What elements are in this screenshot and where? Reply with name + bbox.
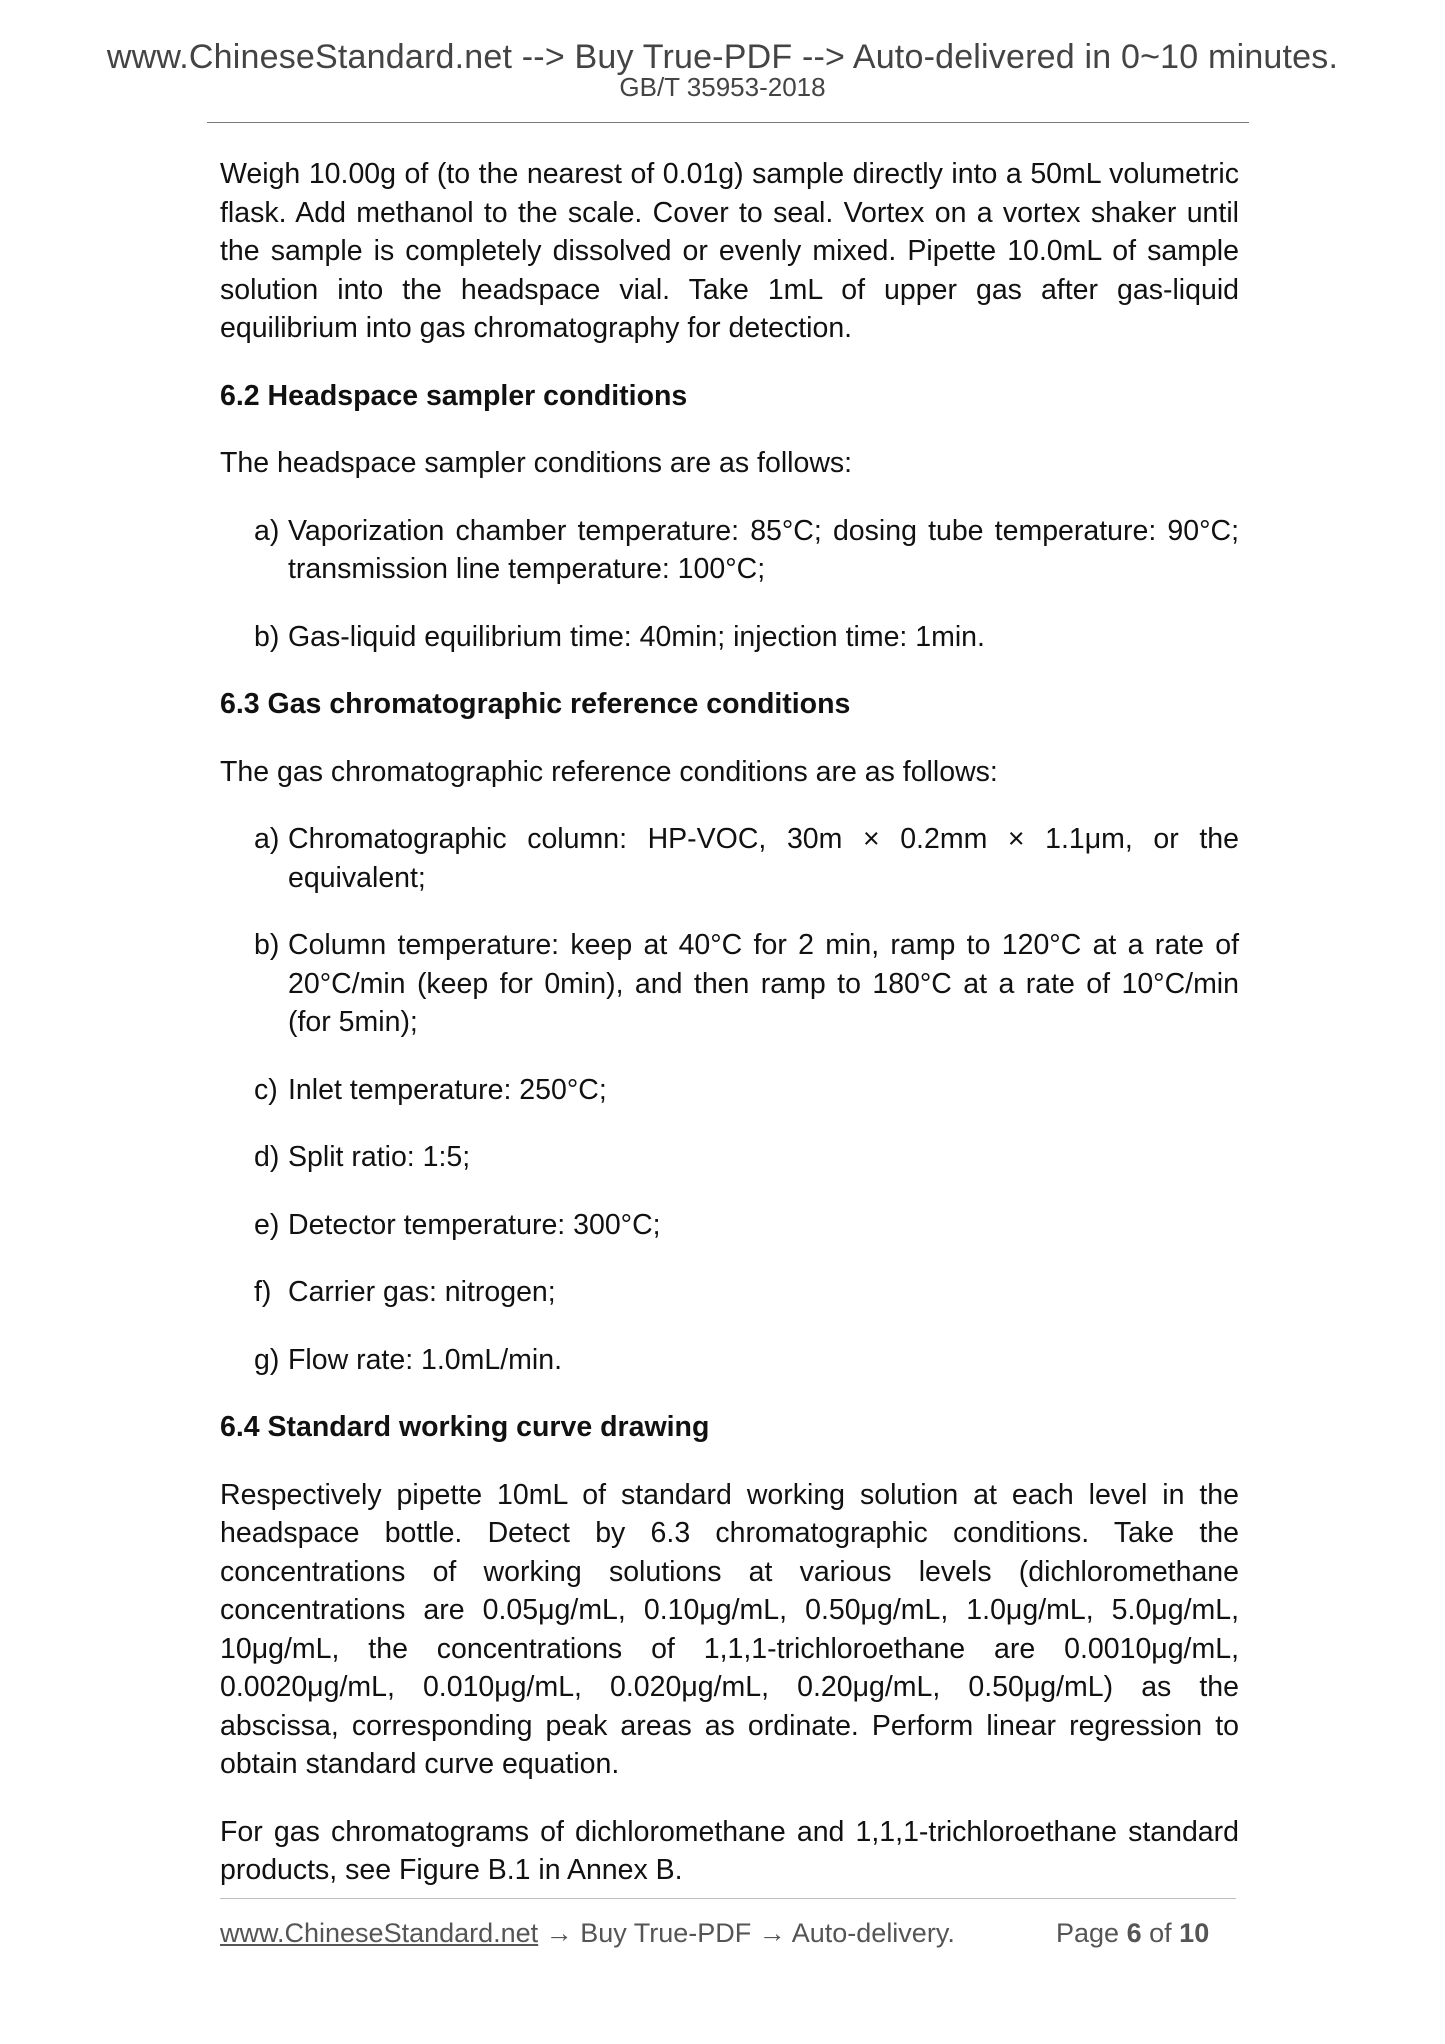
section-heading-6-3: 6.3 Gas chromatographic reference conditions (220, 688, 851, 720)
page-total: 10 (1179, 1918, 1210, 1948)
footer-site-link[interactable]: www.ChineseStandard.net (220, 1918, 539, 1948)
list-item (220, 820, 1239, 897)
list-item-text: Detector temperature: 300°C; (288, 1208, 661, 1241)
footer-promo-text: → Buy True-PDF → Auto-delivery. (538, 1918, 955, 1948)
list-marker: e) (254, 1208, 280, 1241)
list-marker: c) (254, 1073, 278, 1106)
page-number: 6 (1126, 1918, 1142, 1948)
page-label: Page (1056, 1918, 1120, 1948)
list-item-text: Chromatographic column: HP-VOC, 30m × 0.2mm × 1.1μm, or the equivalent; (288, 823, 1239, 894)
list-item (220, 1071, 1239, 1110)
list-marker: b) (254, 929, 280, 961)
list-marker: a) (254, 514, 280, 547)
list-marker: a) (254, 823, 280, 855)
list-item (220, 1273, 1239, 1312)
list-item (220, 1206, 1239, 1245)
list-item (220, 1138, 1239, 1177)
list-marker: g) (254, 1343, 280, 1376)
section-6-2-list (220, 512, 1239, 657)
page-of-label: of (1149, 1918, 1172, 1948)
annex-reference-paragraph: For gas chromatograms of dichloromethane and 1,1,1-trichloroethane standard products, see Figure B.1 in Annex B. (220, 1815, 1239, 1886)
list-marker: d) (254, 1141, 280, 1173)
list-item-text: Split ratio: 1:5; (288, 1141, 471, 1173)
list-item (220, 618, 1239, 657)
footer-promo (220, 1918, 955, 1949)
page-indicator (1056, 1918, 1209, 1949)
section-heading-6-2: 6.2 Headspace sampler conditions (220, 379, 688, 412)
section-6-3-list (220, 820, 1239, 1379)
top-banner: www.ChineseStandard.net --> Buy True-PDF --> Auto-delivered in 0~10 minutes. (106, 38, 1339, 76)
header-divider (207, 122, 1249, 123)
list-item-text: Vaporization chamber temperature: 85°C; dosing tube temperature: 90°C; transmission line temperature: 100°C; (288, 514, 1239, 585)
footer-divider (220, 1898, 1236, 1899)
document-body (220, 155, 1239, 1919)
section-6-4-paragraph: Respectively pipette 10mL of standard working solution at each level in the headspace bottle. Detect by 6.3 chromatographic conditions. Take the concentrations of working solutions at various levels (dichloromethane concentrations are 0.05μg/mL, 0.10μg/mL, 0.50μg/mL, 1.0μg/mL, 5.0μg/mL, 10μg/mL, the concentrations of 1,1,1-trichloroethane are 0.0010μg/mL, 0.0020μg/mL, 0.010μg/mL, 0.020μg/mL, 0.20μg/mL, 0.50μg/mL) as the abscissa, corresponding peak areas as ordinate. Perform linear regression to obtain standard curve equation. (220, 1478, 1239, 1780)
intro-paragraph: Weigh 10.00g of (to the nearest of 0.01g) sample directly into a 50mL volumetric flask. Add methanol to the scale. Cover to seal. Vortex on a vortex shaker until the sample is completely dissolved or evenly mixed. Pipette 10.0mL of sample solution into the headspace vial. Take 1mL of upper gas after gas-liquid equilibrium into gas chromatography for detection. (220, 158, 1239, 344)
section-heading-6-4: 6.4 Standard working curve drawing (220, 1411, 710, 1443)
list-item-text: Column temperature: keep at 40°C for 2 min, ramp to 120°C at a rate of 20°C/min (keep for 0min), and then ramp to 180°C at a rate of 10°C/min (for 5min); (288, 929, 1239, 1038)
list-marker: f) (254, 1276, 272, 1308)
list-item-text: Gas-liquid equilibrium time: 40min; injection time: 1min. (288, 620, 985, 653)
list-item (220, 512, 1239, 589)
section-6-2-lead: The headspace sampler conditions are as follows: (220, 447, 853, 479)
list-item (220, 1341, 1239, 1380)
document-id: GB/T 35953-2018 (619, 72, 826, 102)
list-item-text: Inlet temperature: 250°C; (288, 1073, 607, 1106)
list-item-text: Flow rate: 1.0mL/min. (288, 1343, 563, 1376)
list-item (220, 926, 1239, 1042)
list-item-text: Carrier gas: nitrogen; (288, 1276, 556, 1308)
section-6-3-lead: The gas chromatographic reference conditions are as follows: (220, 755, 998, 788)
list-marker: b) (254, 620, 280, 653)
